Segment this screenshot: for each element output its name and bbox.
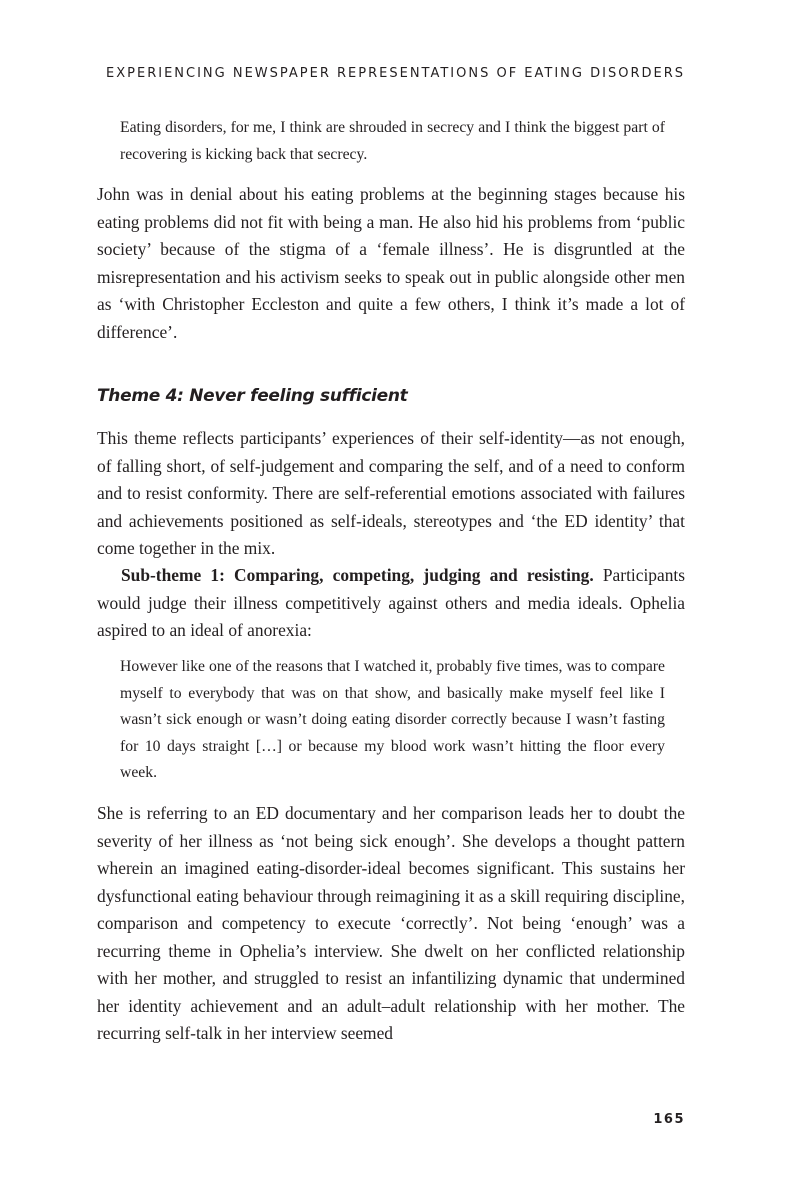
block-quote-ophelia: However like one of the reasons that I watched it, probably five times, was to compare myself to everybody that was on that show, and basically make myself feel like I wasn’t sick enough or wasn’t doing eating disorder correctly because I wasn’t fasting for 10 days straight […] or because my blood work wasn’t hitting the floor every week. [120, 658, 665, 781]
subtheme-text: Participants would judge their illness competitively against others and media ideals. Ophelia aspired to an ideal of anorexia: [97, 565, 685, 640]
page-number: 165 [653, 1112, 685, 1127]
paragraph-subtheme [97, 562, 685, 645]
paragraph-john: John was in denial about his eating problems at the beginning stages because his eating problems did not fit with being a man. He also hid his problems from ‘public society’ because of the stigma of a ‘female illness’. He is disgruntled at the misrepresentation and his activism seeks to speak out in public alongside other men as ‘with Christopher Eccleston and quite a few others, I think it’s made a lot of difference’. [97, 184, 685, 342]
block-quote-secrecy: Eating disorders, for me, I think are shrouded in secrecy and I think the biggest part of recovering is kicking back that secrecy. [120, 119, 665, 163]
paragraph-ophelia: She is referring to an ED documentary and her comparison leads her to doubt the severity of her illness as ‘not being sick enough’. She develops a thought pattern wherein an imagined eating-disorder-ideal becomes significant. This sustains her dysfunctional eating behaviour through reimagining it as a skill requiring discipline, comparison and competency to execute ‘correctly’. Not being ‘enough’ was a recurring theme in Ophelia’s interview. She dwelt on her conflicted relationship with her mother, and struggled to resist an infantilizing dynamic that undermined her identity achievement and an adult–adult relationship with her mother. The recurring self-talk in her interview seemed [97, 803, 685, 1043]
section-heading: Theme 4: Never feeling sufficient [97, 386, 408, 406]
paragraph-theme-description: This theme reflects participants’ experiences of their self-identity—as not enough, of falling short, of self-judgement and comparing the self, and of a need to conform and to resist conformity. There are self-referential emotions associated with failures and achievements positioned as self-ideals, stereotypes and ‘the ED identity’ that come together in the mix. [97, 428, 685, 558]
running-head: EXPERIENCING NEWSPAPER REPRESENTATIONS OF EATING DISORDERS [106, 66, 685, 81]
subtheme-label: Sub-theme 1: Comparing, competing, judging and resisting. [121, 565, 594, 585]
